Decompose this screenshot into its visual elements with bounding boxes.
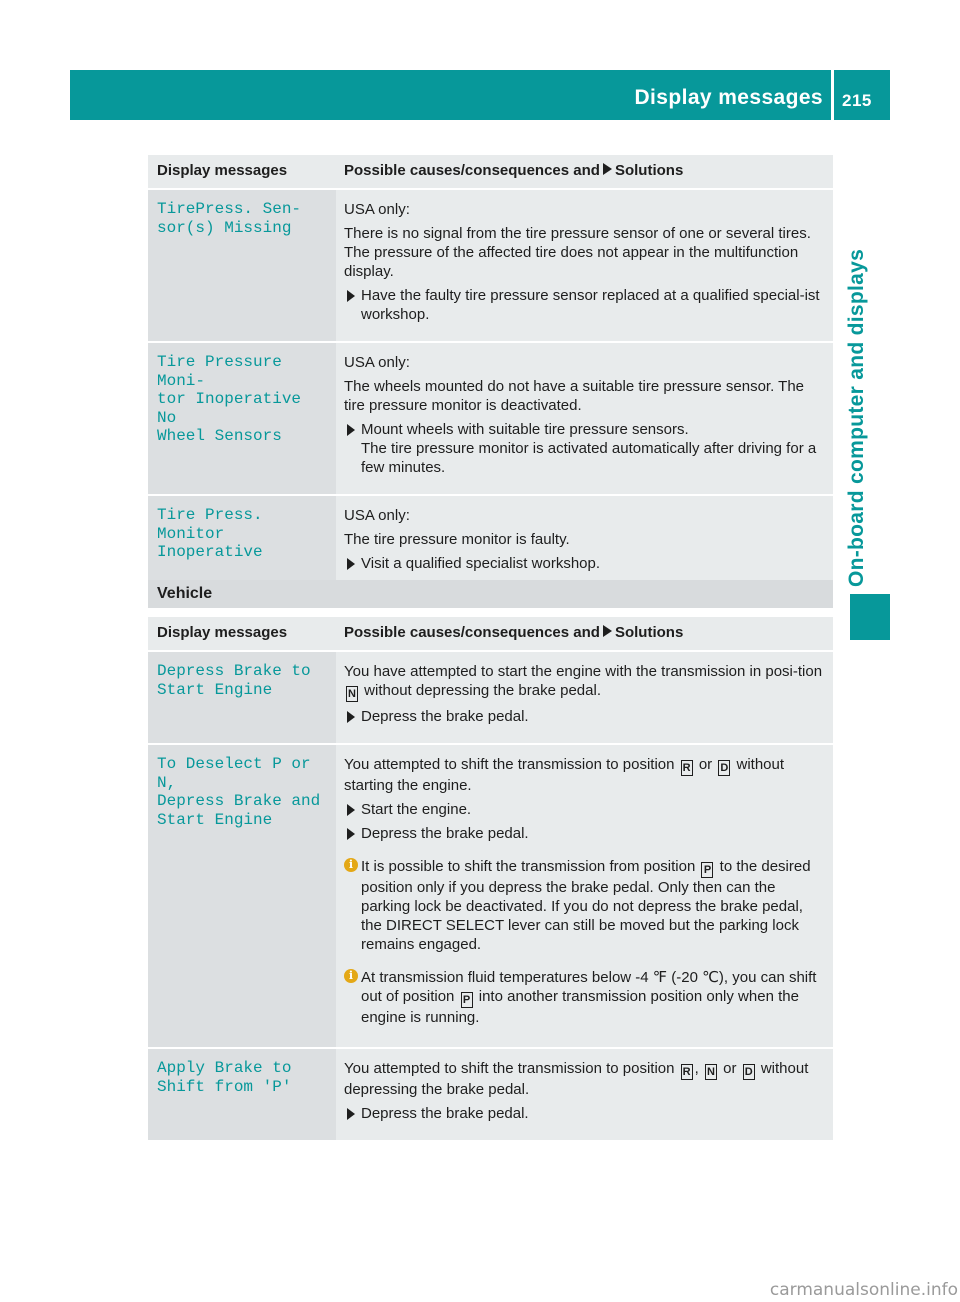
table-header-display-messages: Display messages — [148, 617, 336, 650]
row-text: There is no signal from the tire pressure sensor of one or several tires. The pressure of the affected tire does not appear in the multifunction display. — [344, 225, 811, 280]
solution-step: Depress the brake pedal. — [344, 1104, 826, 1123]
header-divider — [831, 70, 834, 120]
solution-step: Start the engine. — [344, 800, 826, 819]
row-text: You have attempted to start the engine with the transmission in posi-tion N without depressing the brake pedal. — [344, 663, 823, 700]
row-text: The wheels mounted do not have a suitable tire pressure sensor. The tire pressure monitor is deactivated. — [344, 378, 804, 414]
solution-arrow-icon — [603, 625, 612, 637]
display-message: Tire Pressure Moni‐ tor Inoperative No Wheel Sensors — [157, 353, 302, 445]
tire-pressure-table — [148, 155, 833, 592]
display-message: To Deselect P or N, Depress Brake and Start Engine — [157, 755, 321, 829]
table-row — [148, 745, 833, 1049]
watermark: carmanualsonline.info — [769, 1280, 958, 1300]
solution-step: Depress the brake pedal. — [344, 824, 826, 843]
row-text: You attempted to shift the transmission to position R , N or D without depressing the brake pedal. — [344, 1060, 809, 1098]
table-header-display-messages: Display messages — [148, 155, 336, 188]
gear-p-icon: P — [461, 992, 473, 1008]
row-text: USA only: — [344, 354, 410, 371]
side-tab-block — [850, 594, 890, 640]
page-header — [70, 70, 890, 120]
gear-r-icon: R — [681, 1064, 693, 1080]
table-row — [148, 190, 833, 343]
solution-step: Have the faulty tire pressure sensor replaced at a qualified special-ist workshop. — [344, 286, 826, 324]
info-icon: i — [344, 858, 358, 872]
row-text: You attempted to shift the transmission to position R or D without starting the engine. — [344, 756, 785, 794]
vehicle-table — [148, 617, 833, 1142]
row-text: USA only: — [344, 507, 410, 524]
gear-r-icon: R — [681, 760, 693, 776]
info-note: i It is possible to shift the transmission from position P to the desired position only if you depress the brake pedal. Only then can the parking lock be deactivated. If you do not depress the brake pedal, the DIRECT SELECT lever can still be moved but the parking lock remains engaged. — [344, 857, 826, 954]
display-message: Tire Press. Monitor Inoperative — [157, 506, 263, 561]
table-header-causes: Possible causes/consequences and Solutions — [344, 624, 684, 641]
table-header-row — [148, 155, 833, 190]
page-number: 215 — [842, 91, 872, 110]
side-tab-title: On-board computer and displays — [845, 248, 868, 587]
solution-step: Mount wheels with suitable tire pressure sensors. The tire pressure monitor is activated automatically after driving for a few minutes. — [344, 420, 826, 477]
row-text: The tire pressure monitor is faulty. — [344, 531, 570, 548]
table-row — [148, 343, 833, 496]
table-row — [148, 652, 833, 745]
gear-d-icon: D — [718, 760, 730, 776]
table-header-causes: Possible causes/consequences and Solutions — [344, 162, 684, 179]
section-title-vehicle: Vehicle — [148, 580, 833, 608]
info-icon: i — [344, 969, 358, 983]
header-title: Display messages — [634, 86, 823, 109]
gear-n-icon: N — [705, 1064, 717, 1080]
gear-n-icon: N — [346, 686, 358, 702]
gear-p-icon: P — [701, 862, 713, 878]
info-note: i At transmission fluid temperatures below -4 ℉ (-20 ℃), you can shift out of position P into another transmission position only when the engine is running. — [344, 968, 826, 1027]
table-header-row — [148, 617, 833, 652]
table-row — [148, 496, 833, 592]
solution-arrow-icon — [603, 163, 612, 175]
display-message: TirePress. Sen‐ sor(s) Missing — [157, 200, 302, 237]
table-row — [148, 1049, 833, 1142]
display-message: Depress Brake to Start Engine — [157, 662, 311, 699]
solution-step: Depress the brake pedal. — [344, 707, 826, 726]
row-text: USA only: — [344, 201, 410, 218]
solution-step: Visit a qualified specialist workshop. — [344, 554, 826, 573]
display-message: Apply Brake to Shift from 'P' — [157, 1059, 292, 1096]
gear-d-icon: D — [743, 1064, 755, 1080]
